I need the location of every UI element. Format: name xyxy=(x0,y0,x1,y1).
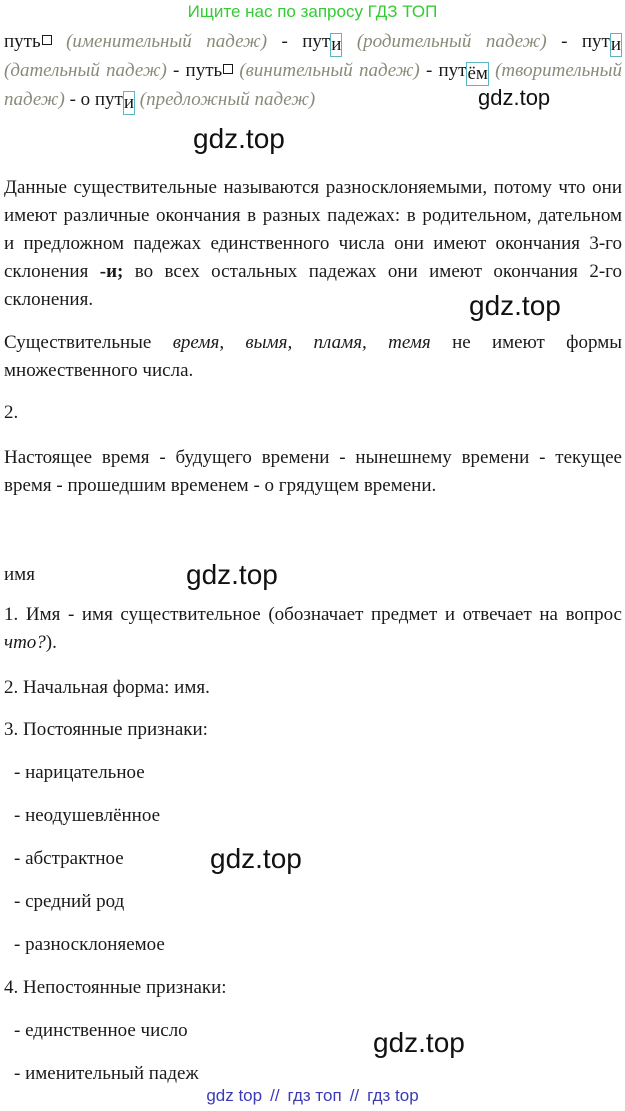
analysis-item-3: 3. Постоянные признаки: xyxy=(4,719,208,740)
case-label: (предложный падеж) xyxy=(139,89,316,110)
constant-feature: - разносклоняемое xyxy=(14,934,165,955)
footer-link[interactable]: гдз топ xyxy=(287,1086,342,1105)
footer-link[interactable]: гдз top xyxy=(367,1086,419,1105)
explanation-paragraph: Данные существительные называются разносклоняемыми, потому что они имеют различные окончания в разных падежах: в родительном, дательном и предложном падежах единственного числа они имеют окончания 3-го склонения -и; во всех остальных падежах они имеют окончания 2-го склонения. xyxy=(4,177,622,310)
null-ending-icon xyxy=(223,64,233,74)
watermark: gdz.top xyxy=(373,1027,465,1058)
ending-box: и xyxy=(331,34,342,55)
analysis-item-4: 4. Непостоянные признаки: xyxy=(4,977,227,998)
null-ending-icon xyxy=(42,35,52,45)
ending-box: и xyxy=(123,92,135,113)
parsed-word: имя xyxy=(4,564,35,585)
case-label: (дательный падеж) xyxy=(4,60,167,81)
word-genitive: пути xyxy=(302,31,342,55)
constant-feature: - неодушевлённое xyxy=(14,805,160,826)
case-label: (родительный падеж) xyxy=(356,31,547,52)
variable-feature: - единственное число xyxy=(14,1020,188,1041)
variable-feature: - именительный падеж xyxy=(14,1063,199,1084)
word-prepositional: о пути xyxy=(80,89,135,113)
case-label: (творительный падеж) xyxy=(4,60,623,110)
word-dative: пути xyxy=(581,31,622,55)
declension-paragraph: путь (именительный падеж) - пути (родительный падеж) - пути (дательный падеж) - путь (винительный падеж) - путём (творительный падеж) - о пути (предложный падеж) xyxy=(4,31,623,113)
footer-link[interactable]: gdz top xyxy=(206,1086,263,1105)
watermark: gdz.top xyxy=(193,123,285,154)
case-label: (именительный падеж) xyxy=(66,31,268,52)
constant-feature: - нарицательное xyxy=(14,762,145,783)
watermark: gdz.top xyxy=(478,85,551,110)
word-accusative: путь xyxy=(186,60,234,81)
analysis-item-2: 2. Начальная форма: имя. xyxy=(4,677,210,698)
word-instrumental: путём xyxy=(438,60,488,84)
watermark: gdz.top xyxy=(210,843,302,874)
ending-box: и xyxy=(610,34,622,55)
exercise-number: 2. xyxy=(4,402,19,423)
word-nominative: путь xyxy=(4,31,52,52)
footer-links: gdz top // гдз топ // гдз top xyxy=(206,1086,419,1105)
time-phrases-paragraph: Настоящее время - будущего времени - нынешнему времени - текущее время - прошедшим временем - о грядущем времени. xyxy=(4,447,622,496)
constant-feature: - средний род xyxy=(14,891,125,912)
watermark: gdz.top xyxy=(469,290,561,321)
analysis-item-1: 1. Имя - имя существительное (обозначает предмет и отвечает на вопрос что?). xyxy=(4,604,622,653)
watermark: gdz.top xyxy=(186,559,278,590)
ending-box: ём xyxy=(467,63,488,84)
constant-feature: - абстрактное xyxy=(14,848,124,869)
top-banner[interactable]: Ищите нас по запросу ГДЗ ТОП xyxy=(187,2,438,21)
case-label: (винительный падеж) xyxy=(239,60,420,81)
plural-note-paragraph: Существительные время, вымя, пламя, темя не имеют формы множественного числа. xyxy=(4,332,622,381)
